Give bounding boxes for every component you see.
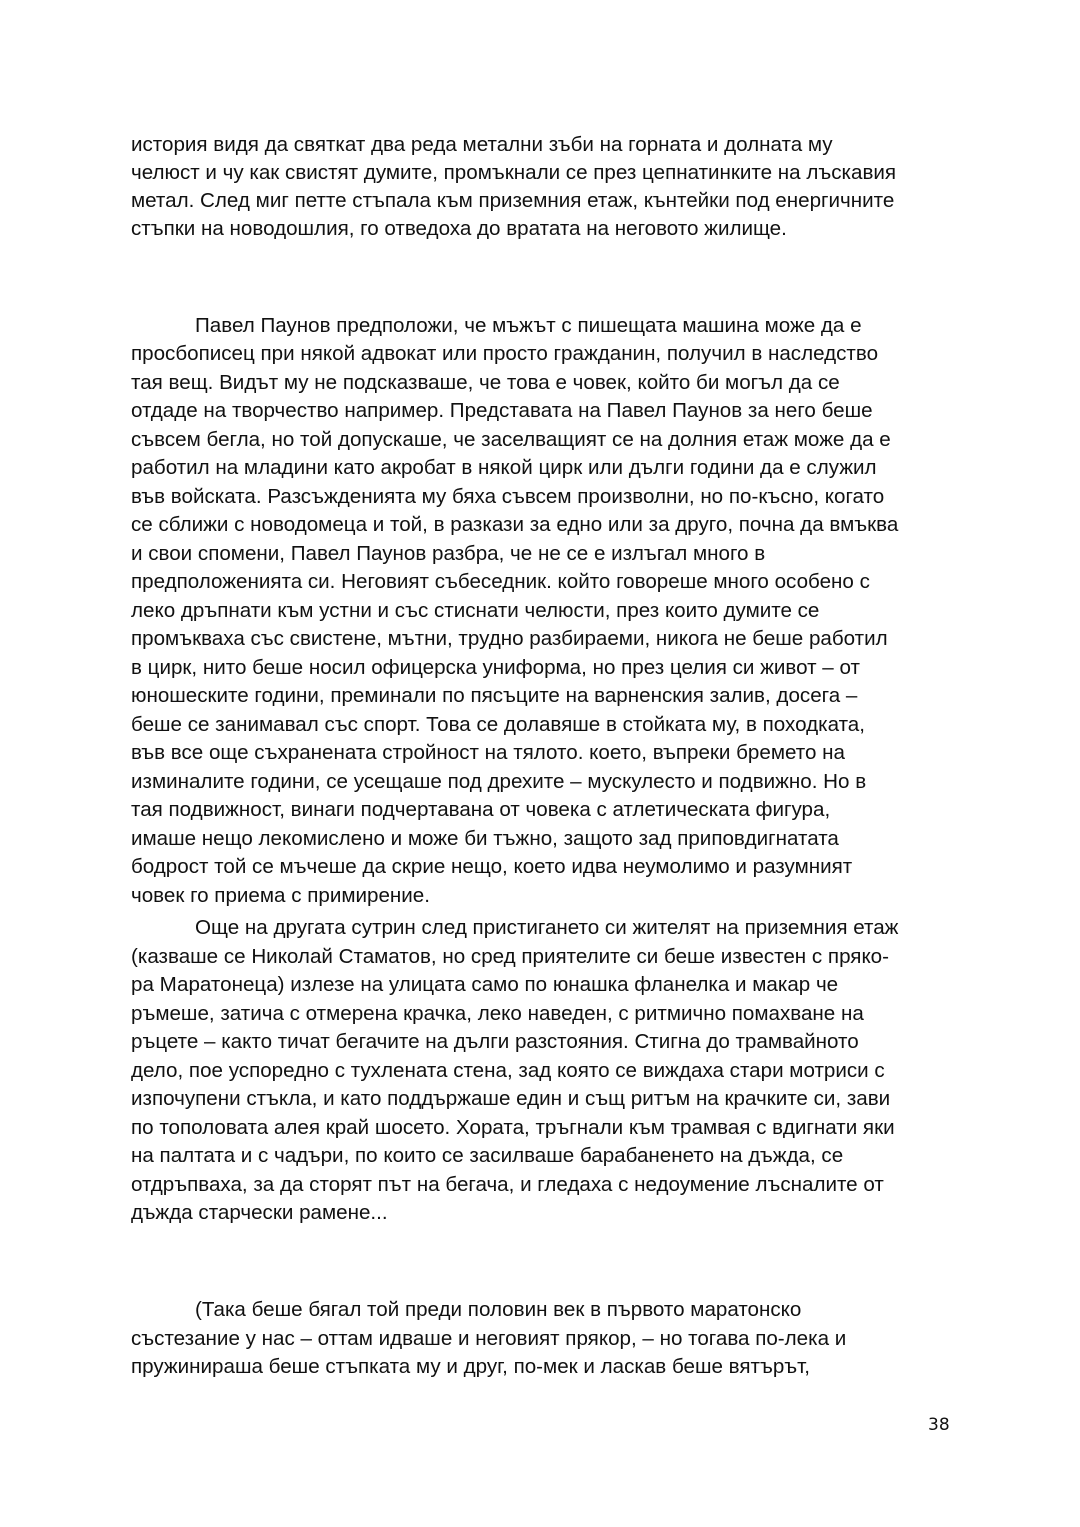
text-line: състезание у нас – оттам идваше и неговият прякор, – но тогава по-лека и <box>131 1327 847 1350</box>
text-line: изпочупени стъкла, и като поддържаше един и същ ритъм на крачките си, зави <box>131 1087 891 1110</box>
text-line: челюст и чу как свистят думите, промъкнали се през цепнатинките на лъскавия <box>131 161 897 184</box>
text-line: беше се занимавал със спорт. Това се долавяше в стойката му, в походката, <box>131 713 865 736</box>
text-line: изминалите години, се усещаше под дрехите – мускулесто и подвижно. Но в <box>131 770 867 793</box>
text-line: по тополовата алея край шосето. Хората, тръгнали към трамвая с вдигнати яки <box>131 1116 895 1139</box>
text-line: във все още съхранената стройност на тялото. което, въпреки бремето на <box>131 741 845 764</box>
text-line: съвсем бегла, но той допускаше, че заселващият се на долния етаж може да е <box>131 428 891 451</box>
text-line: дъжда старчески рамене... <box>131 1201 388 1224</box>
text-line: (казваше се Николай Стаматов, но сред приятелите си беше известен с пряко- <box>131 945 889 968</box>
text-line: ръцете – както тичат бегачите на дълги разстояния. Стигна до трамвайното <box>131 1030 859 1053</box>
text-line: ръмеше, затича с отмерена крачка, леко наведен, с ритмично помахване на <box>131 1002 864 1025</box>
text-line: в цирк, нито беше носил офицерска униформа, но през целия си живот – от <box>131 656 860 679</box>
text-line: отдръпваха, за да сторят път на бегача, и гледаха с недоумение лъсналите от <box>131 1173 884 1196</box>
text-line: отдаде на творчество например. Представата на Павел Паунов за него беше <box>131 399 873 422</box>
text-line: история видя да святкат два реда метални зъби на горната и долната му <box>131 133 833 156</box>
text-line: метал. След миг петте стъпала към приземния етаж, кънтейки под енергичните <box>131 189 895 212</box>
text-line: стъпки на новодошлия, го отведоха до вратата на неговото жилище. <box>131 217 787 240</box>
text-line: Павел Паунов предположи, че мъжът с пишещата машина може да е <box>195 314 862 337</box>
page-number: 38 <box>928 1415 950 1435</box>
text-line: (Така беше бягал той преди половин век в първото маратонско <box>195 1298 802 1321</box>
text-line: във войската. Разсъжденията му бяха съвсем произволни, но по-късно, когато <box>131 485 885 508</box>
text-line: работил на младини като акробат в някой цирк или дълги години да е служил <box>131 456 877 479</box>
text-line: тая подвижност, винаги подчертавана от човека с атлетическата фигура, <box>131 798 831 821</box>
text-line: предположенията си. Неговият събеседник. който говореше много особено с <box>131 570 870 593</box>
text-line: юношеските години, преминали по пясъците на варненския залив, досега – <box>131 684 858 707</box>
text-line: леко дръпнати към устни и със стиснати челюсти, през които думите се <box>131 599 820 622</box>
text-line: Още на другата сутрин след пристигането си жителят на приземния етаж <box>195 916 899 939</box>
text-line: пружинираша беше стъпката му и друг, по-мек и ласкав беше вятърът, <box>131 1355 811 1378</box>
text-line: се сближи с новодомеца и той, в разкази за едно или за друго, почна да вмъква <box>131 513 899 536</box>
text-line: и свои спомени, Павел Паунов разбра, че не се е излъгал много в <box>131 542 766 565</box>
text-line: промъкваха със свистене, мътни, трудно разбираеми, никога не беше работил <box>131 627 888 650</box>
text-line: имаше нещо лекомислено и може би тъжно, защото зад приповдигнатата <box>131 827 839 850</box>
text-line: човек го приема с примирение. <box>131 884 430 907</box>
text-line: тая вещ. Видът му не подсказваше, че това е човек, който би могъл да се <box>131 371 840 394</box>
text-line: просбописец при някой адвокат или просто гражданин, получил в наследство <box>131 342 879 365</box>
text-line: дело, пое успоредно с тухлената стена, зад която се виждаха стари мотриси с <box>131 1059 885 1082</box>
text-line: на палтата и с чадъри, по които се засилваше барабаненето на дъжда, се <box>131 1144 844 1167</box>
text-line: ра Маратонеца) излезе на улицата само по юнашка фланелка и макар че <box>131 973 839 996</box>
text-line: бодрост той се мъчеше да скрие нещо, което идва неумолимо и разумният <box>131 855 853 878</box>
